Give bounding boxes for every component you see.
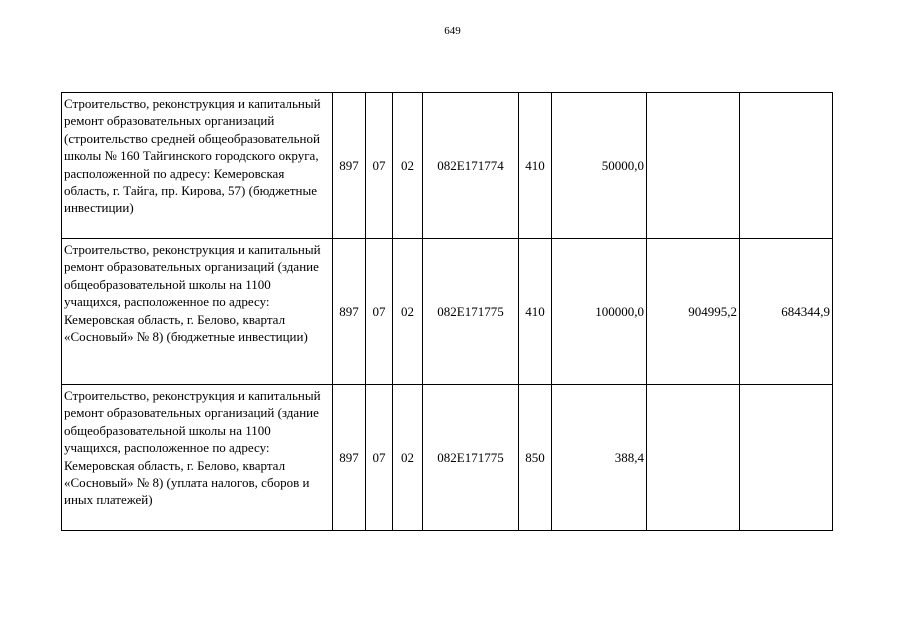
section-code: 07 [366, 385, 393, 531]
sum-year-2 [647, 385, 740, 531]
expense-type-code: 410 [519, 239, 552, 385]
section-code: 07 [366, 239, 393, 385]
sum-year-3: 684344,9 [740, 239, 833, 385]
row-description: Строительство, реконструкция и капитальный ремонт образовательных организаций (здание общеобразовательной школы на 1100 учащихся, расположенное по адресу: Кемеровская область, г. Белово, квартал «Сосновый» № 8) (уплата налогов, сборов и иных платежей) [62, 385, 333, 531]
sum-year-2 [647, 93, 740, 239]
sum-year-1: 388,4 [552, 385, 647, 531]
sum-year-3 [740, 93, 833, 239]
subsection-code: 02 [393, 385, 423, 531]
ministry-code: 897 [333, 93, 366, 239]
table-row [62, 385, 833, 531]
subsection-code: 02 [393, 239, 423, 385]
table-row [62, 93, 833, 239]
row-description: Строительство, реконструкция и капитальный ремонт образовательных организаций (здание общеобразовательной школы на 1100 учащихся, расположенное по адресу: Кемеровская область, г. Белово, квартал «Сосновый» № 8) (бюджетные инвестиции) [62, 239, 333, 385]
table-row [62, 239, 833, 385]
row-description: Строительство, реконструкция и капитальный ремонт образовательных организаций (строительство средней общеобразовательной школы № 160 Тайгинского городского округа, расположенной по адресу: Кемеровская область, г. Тайга, пр. Кирова, 57) (бюджетные инвестиции) [62, 93, 333, 239]
ministry-code: 897 [333, 239, 366, 385]
expense-type-code: 410 [519, 93, 552, 239]
expense-type-code: 850 [519, 385, 552, 531]
page-number: 649 [444, 25, 461, 37]
ministry-code: 897 [333, 385, 366, 531]
sum-year-1: 100000,0 [552, 239, 647, 385]
target-code: 082E171775 [423, 239, 519, 385]
subsection-code: 02 [393, 93, 423, 239]
budget-table [61, 92, 833, 531]
section-code: 07 [366, 93, 393, 239]
target-code: 082E171775 [423, 385, 519, 531]
target-code: 082E171774 [423, 93, 519, 239]
sum-year-2: 904995,2 [647, 239, 740, 385]
sum-year-3 [740, 385, 833, 531]
sum-year-1: 50000,0 [552, 93, 647, 239]
